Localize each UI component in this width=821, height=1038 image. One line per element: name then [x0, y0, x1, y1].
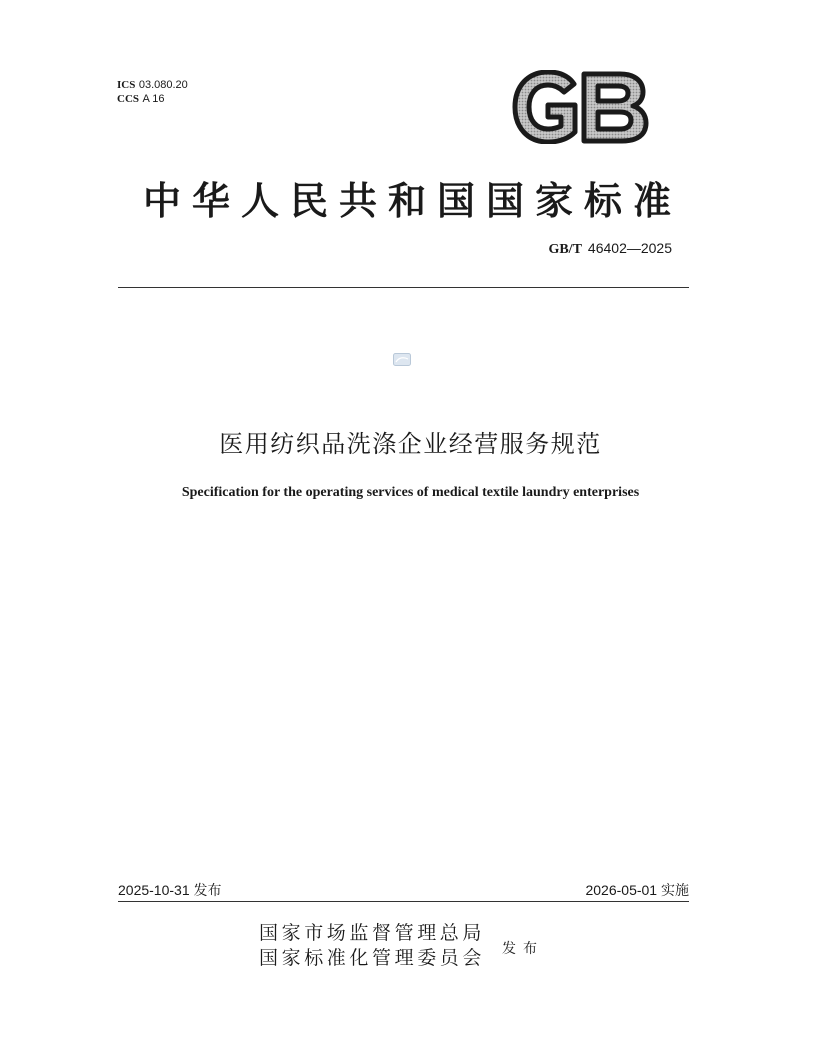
standard-number	[548, 240, 672, 258]
ccs-label: CCS	[117, 93, 140, 105]
ccs-value: A 16	[142, 93, 165, 105]
standard-code: 46402—2025	[587, 240, 672, 256]
bottom-divider	[118, 901, 689, 902]
ics-label: ICS	[117, 79, 136, 91]
ics-line	[117, 78, 188, 92]
title-chinese: 医用纺织品洗涤企业经营服务规范	[219, 430, 602, 458]
ccs-line	[117, 92, 188, 106]
issuing-authorities	[259, 921, 485, 971]
issue-label: 发布	[502, 941, 544, 957]
sac-watermark-icon	[393, 353, 411, 366]
issuer-samr: 国家市场监督管理总局	[259, 922, 486, 944]
national-standard-title: 中华人民共和国国家标准	[142, 178, 682, 223]
title-english: Specification for the operating services of medical textile laundry enterprises	[181, 485, 640, 500]
implementation-date: 2026-05-01 实施	[585, 882, 689, 898]
gb-logo	[512, 70, 650, 144]
top-divider	[118, 287, 689, 288]
publish-date: 2025-10-31 发布	[118, 882, 222, 898]
ics-value: 03.080.20	[138, 79, 188, 91]
classification-codes	[117, 78, 188, 106]
standard-prefix: GB/T	[548, 242, 582, 257]
issuer-sac: 国家标准化管理委员会	[259, 947, 486, 969]
